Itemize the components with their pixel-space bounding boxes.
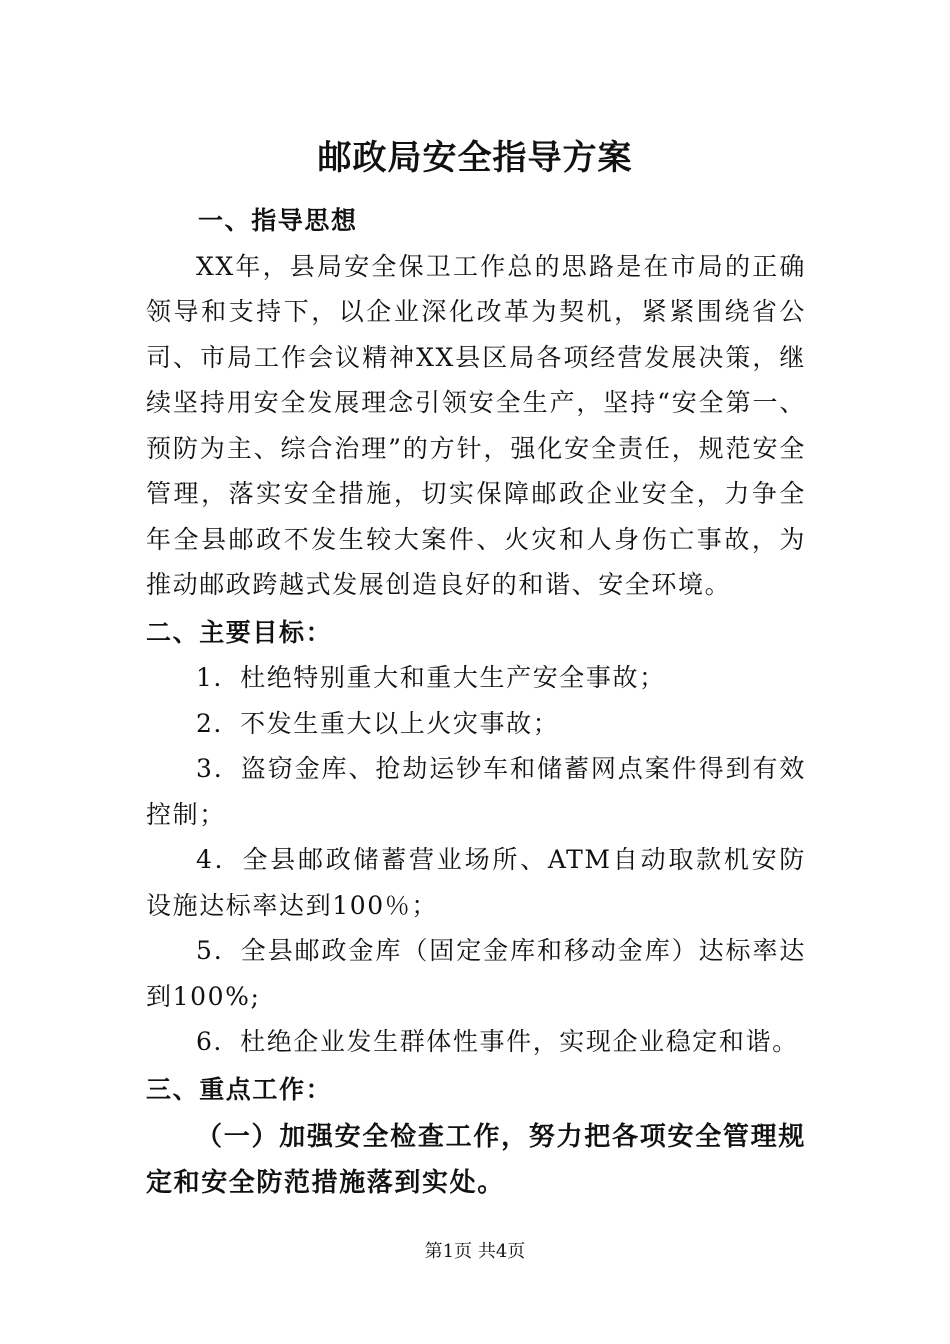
page-footer: 第1页 共4页	[424, 1241, 526, 1262]
goal-item-1: 1．杜绝特别重大和重大生产安全事故；	[196, 663, 666, 692]
key-work-subheading-1: （一）加强安全检查工作，努力把各项安全管理规定和安全防范措施落到实处。	[146, 1122, 806, 1198]
section-heading-main-goals: 二、主要目标：	[146, 617, 333, 647]
document-body	[146, 198, 806, 1206]
goal-item-6: 6．杜绝企业发生群体性事件，实现企业稳定和谐。	[196, 1027, 799, 1056]
section-heading-key-work: 三、重点工作：	[146, 1074, 333, 1104]
goal-item-5: 5．全县邮政金库（固定金库和移动金库）达标率达到100%;	[146, 936, 806, 1011]
section-heading-guiding-thought: 一、指导思想	[198, 206, 358, 235]
document-title: 邮政局安全指导方案	[317, 138, 633, 178]
goal-item-2: 2．不发生重大以上火灾事故；	[196, 708, 560, 738]
guiding-thought-paragraph: XX年，县局安全保卫工作总的思路是在市局的正确领导和支持下，以企业深化改革为契机，紧紧围绕省公司、市局工作会议精神XX县区局各项经营发展决策，继续坚持用安全发展理念引领安全生产，坚持“安全第一、预防为主、综合治理”的方针，强化安全责任，规范安全管理，落实安全措施，切实保障邮政企业安全，力争全年全县邮政不发生较大案件、火灾和人身伤亡事故，为推动邮政跨越式发展创造良好的和谐、安全环境。	[146, 251, 806, 599]
goal-item-4: 4．全县邮政储蓄营业场所、ATM自动取款机安防设施达标率达到100％；	[146, 845, 806, 920]
goal-item-3: 3．盗窃金库、抢劫运钞车和储蓄网点案件得到有效控制；	[146, 754, 806, 829]
